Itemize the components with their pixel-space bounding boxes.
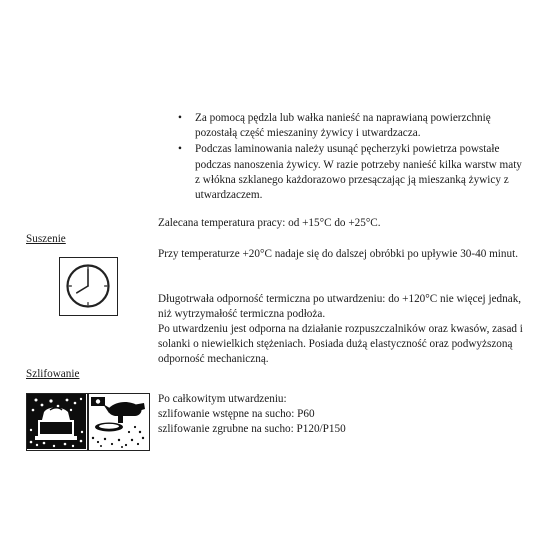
bullet-text: Podczas laminowania należy usunąć pęcherzyki powietrza powstałe podczas nanoszenia żywicy. W razie potrzeby nanieść kilka warstw maty z włókna szklanego każdorazowo przesączając ją mieszanką żywicy z utwardzaczem. xyxy=(195,143,522,202)
sanding-line: Po całkowitym utwardzeniu: xyxy=(158,393,287,405)
chemical-resistance-text: Po utwardzeniu jest odporna na działanie rozpuszczalników oraz kwasów, zasad i solanki o niewielkich stężeniach. Posiada dużą elastyczność oraz podwyższoną odporność mechaniczną. xyxy=(158,323,523,366)
bullet-text: Za pomocą pędzla lub wałka nanieść na naprawianą powierzchnię pozostałą część mieszaniny żywicy i utwardzacza. xyxy=(195,112,491,140)
drying-time-text: Przy temperaturze +20°C nadaje się do dalszej obróbki po upływie 30-40 minut. xyxy=(158,248,518,260)
working-temperature: Zalecana temperatura pracy: od +15°C do +25°C. xyxy=(158,217,381,229)
section-label-sanding: Szlifowanie xyxy=(26,368,80,380)
bullet-icon: • xyxy=(178,143,182,156)
bullet-icon: • xyxy=(178,112,182,124)
application-steps-list xyxy=(158,111,528,204)
section-label-drying: Suszenie xyxy=(26,233,66,245)
list-item xyxy=(158,142,528,203)
sanding-line: szlifowanie wstępne na sucho: P60 xyxy=(158,408,315,421)
sanding-instructions xyxy=(158,392,533,438)
thermal-resistance-text: Długotrwała odporność termiczna po utwardzeniu: do +120°C nie więcej jednak, niż wytrzymałość termiczna podłoża. xyxy=(158,293,522,321)
dry-sanding-block-icon xyxy=(26,393,88,451)
sanding-line: szlifowanie zgrubne na sucho: P120/P150 xyxy=(158,423,346,436)
clock-icon xyxy=(59,257,118,316)
list-item xyxy=(158,111,528,141)
dry-sanding-machine-icon xyxy=(88,393,150,451)
